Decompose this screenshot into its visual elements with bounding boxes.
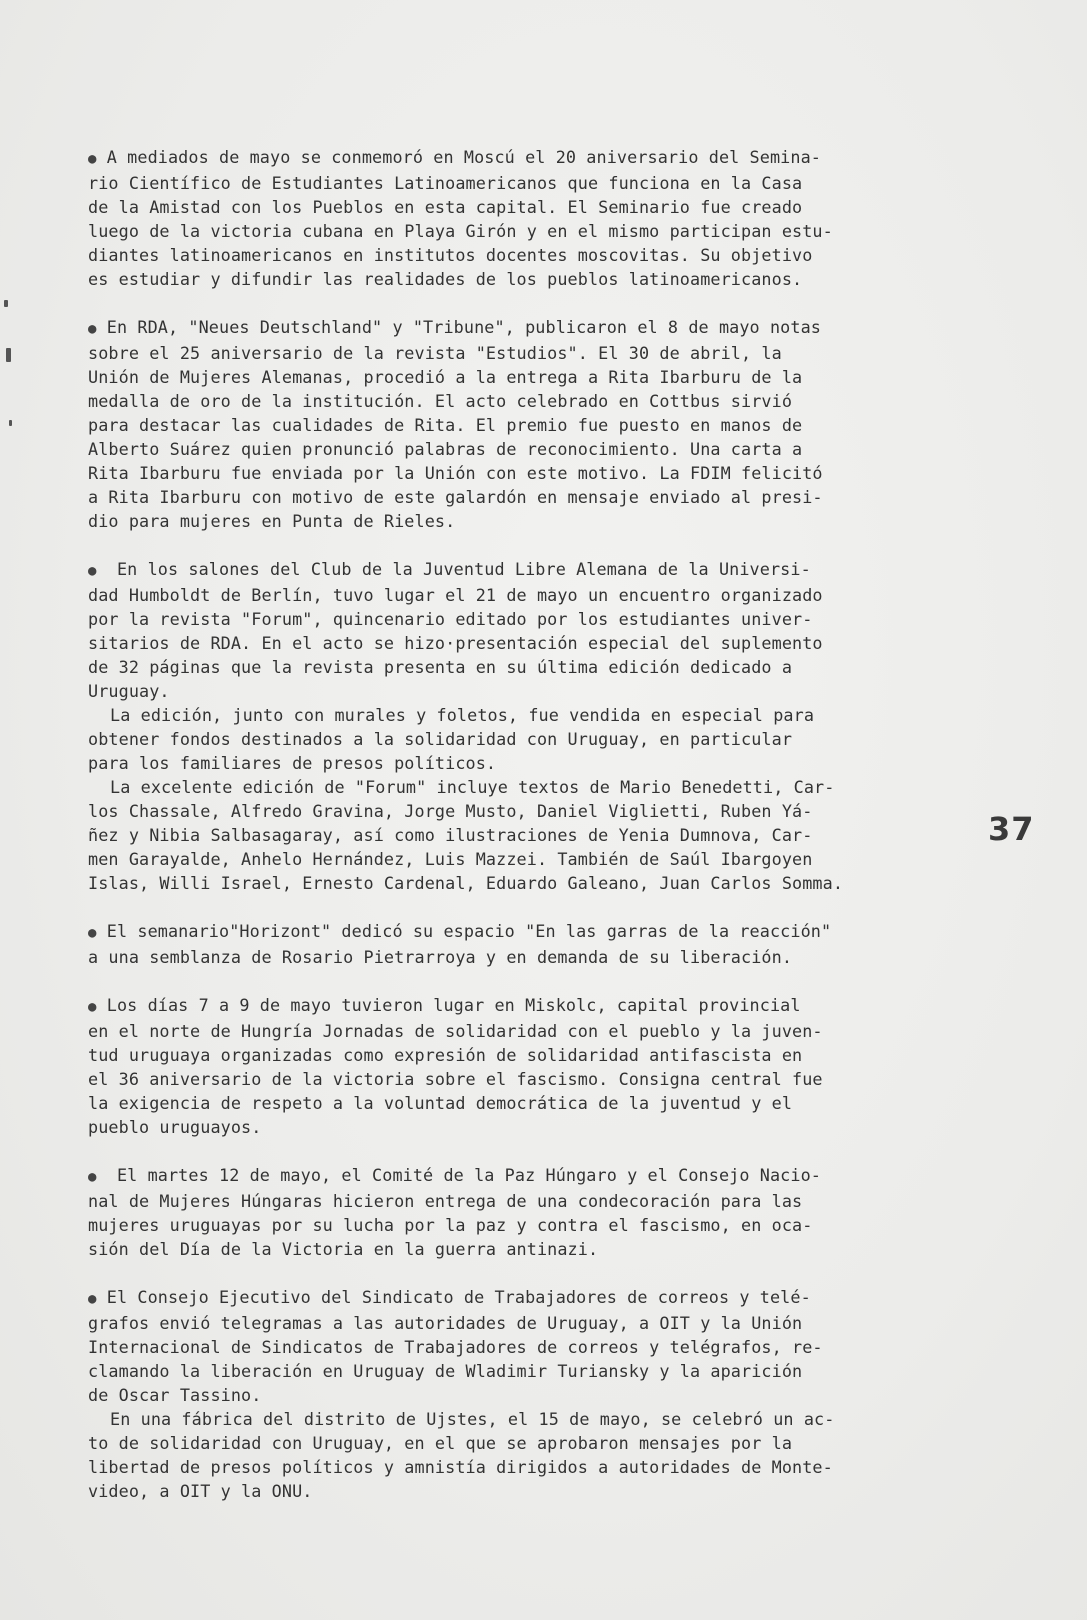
item-line: sitarios de RDA. En el acto se hizo·presentación especial del suplemento bbox=[88, 633, 823, 653]
line-text: A mediados de mayo se conmemoró en Moscú el 20 aniversario del Semina- bbox=[106, 147, 821, 167]
line-text: El Consejo Ejecutivo del Sindicato de Trabajadores de correos y telé- bbox=[106, 1287, 811, 1307]
item-line: a Rita Ibarburu con motivo de este galardón en mensaje enviado al presi- bbox=[88, 487, 823, 507]
item-line: mujeres uruguayas por su lucha por la paz y contra el fascismo, en oca- bbox=[88, 1215, 813, 1235]
page-number: 37 bbox=[988, 810, 1035, 848]
item-line: libertad de presos políticos y amnistía dirigidos a autoridades de Monte- bbox=[88, 1457, 833, 1477]
item-line: de 32 páginas que la revista presenta en su última edición dedicado a bbox=[88, 657, 793, 677]
line-text: El semanario"Horizont" dedicó su espacio "En las garras de la reacción" bbox=[106, 921, 832, 941]
item-line: Rita Ibarburu fue enviada por la Unión con este motivo. La FDIM felicitó bbox=[88, 463, 823, 483]
text-column bbox=[88, 145, 988, 1527]
item-line: diantes latinoamericanos en institutos docentes moscovitas. Su objetivo bbox=[88, 245, 813, 265]
item-line: a una semblanza de Rosario Pietrarroya y en demanda de su liberación. bbox=[88, 947, 793, 967]
line-text: En RDA, "Neues Deutschland" y "Tribune", publicaron el 8 de mayo notas bbox=[106, 317, 821, 337]
item-line: grafos envió telegramas a las autoridades de Uruguay, a OIT y la Unión bbox=[88, 1313, 803, 1333]
item-line: en el norte de Hungría Jornadas de solidaridad con el pueblo y la juven- bbox=[88, 1021, 823, 1041]
item-line: Uruguay. bbox=[88, 681, 170, 701]
line-text: Los días 7 a 9 de mayo tuvieron lugar en Miskolc, capital provincial bbox=[106, 995, 801, 1015]
news-item bbox=[88, 145, 988, 291]
scan-mark-3 bbox=[9, 420, 12, 426]
bullet-icon: ● bbox=[88, 321, 97, 337]
item-line: obtener fondos destinados a la solidaridad con Uruguay, en particular bbox=[88, 729, 793, 749]
item-line bbox=[88, 919, 988, 945]
item-line: tud uruguaya organizadas como expresión de solidaridad antifascista en bbox=[88, 1045, 803, 1065]
item-line: La excelente edición de "Forum" incluye textos de Mario Benedetti, Car- bbox=[110, 777, 835, 797]
item-line: medalla de oro de la institución. El acto celebrado en Cottbus sirvió bbox=[88, 391, 793, 411]
item-line bbox=[88, 145, 988, 171]
bullet-icon: ● bbox=[88, 1291, 97, 1307]
item-line: La edición, junto con murales y foletos, fue vendida en especial para bbox=[110, 705, 815, 725]
item-line: Unión de Mujeres Alemanas, procedió a la entrega a Rita Ibarburu de la bbox=[88, 367, 803, 387]
item-line: de la Amistad con los Pueblos en esta capital. El Seminario fue creado bbox=[88, 197, 803, 217]
item-line: Alberto Suárez quien pronunció palabras de reconocimiento. Una carta a bbox=[88, 439, 803, 459]
item-line: es estudiar y difundir las realidades de los pueblos latinoamericanos. bbox=[88, 269, 803, 289]
item-line: por la revista "Forum", quincenario editado por los estudiantes univer- bbox=[88, 609, 813, 629]
bullet-icon: ● bbox=[88, 151, 97, 167]
item-line: luego de la victoria cubana en Playa Girón y en el mismo participan estu- bbox=[88, 221, 833, 241]
item-line bbox=[88, 1163, 988, 1189]
item-line: los Chassale, Alfredo Gravina, Jorge Musto, Daniel Viglietti, Ruben Yá- bbox=[88, 801, 813, 821]
news-item bbox=[88, 557, 988, 895]
item-line: de Oscar Tassino. bbox=[88, 1385, 262, 1405]
line-text: El martes 12 de mayo, el Comité de la Paz Húngaro y el Consejo Nacio- bbox=[106, 1165, 821, 1185]
line-text: En los salones del Club de la Juventud Libre Alemana de la Universi- bbox=[106, 559, 811, 579]
item-line bbox=[88, 557, 988, 583]
item-line: nal de Mujeres Húngaras hicieron entrega de una condecoración para las bbox=[88, 1191, 803, 1211]
scan-mark-1 bbox=[4, 300, 8, 307]
item-line: Islas, Willi Israel, Ernesto Cardenal, Eduardo Galeano, Juan Carlos Somma. bbox=[88, 873, 844, 893]
item-line: pueblo uruguayos. bbox=[88, 1117, 262, 1137]
news-item bbox=[88, 919, 988, 969]
bullet-icon: ● bbox=[88, 563, 97, 579]
item-line: to de solidaridad con Uruguay, en el que se aprobaron mensajes por la bbox=[88, 1433, 793, 1453]
item-line: sión del Día de la Victoria en la guerra antinazi. bbox=[88, 1239, 599, 1259]
bullet-icon: ● bbox=[88, 1169, 97, 1185]
item-line: dad Humboldt de Berlín, tuvo lugar el 21 de mayo un encuentro organizado bbox=[88, 585, 823, 605]
item-line: Internacional de Sindicatos de Trabajadores de correos y telégrafos, re- bbox=[88, 1337, 823, 1357]
item-line: la exigencia de respeto a la voluntad democrática de la juventud y el bbox=[88, 1093, 793, 1113]
item-line bbox=[88, 993, 988, 1019]
bullet-icon: ● bbox=[88, 999, 97, 1015]
news-item bbox=[88, 315, 988, 533]
item-line: sobre el 25 aniversario de la revista "Estudios". El 30 de abril, la bbox=[88, 343, 782, 363]
item-line: men Garayalde, Anhelo Hernández, Luis Mazzei. También de Saúl Ibargoyen bbox=[88, 849, 813, 869]
item-line: el 36 aniversario de la victoria sobre el fascismo. Consigna central fue bbox=[88, 1069, 823, 1089]
item-line bbox=[88, 1285, 988, 1311]
news-item bbox=[88, 1285, 988, 1503]
item-line: ñez y Nibia Salbasagaray, así como ilustraciones de Yenia Dumnova, Car- bbox=[88, 825, 813, 845]
bullet-icon: ● bbox=[88, 925, 97, 941]
item-line: para los familiares de presos políticos. bbox=[88, 753, 497, 773]
item-line: clamando la liberación en Uruguay de Wladimir Turiansky y la aparición bbox=[88, 1361, 803, 1381]
item-line: dio para mujeres en Punta de Rieles. bbox=[88, 511, 456, 531]
item-line: video, a OIT y la ONU. bbox=[88, 1481, 313, 1501]
item-line bbox=[88, 315, 988, 341]
item-line: para destacar las cualidades de Rita. El premio fue puesto en manos de bbox=[88, 415, 803, 435]
news-item bbox=[88, 993, 988, 1139]
item-line: rio Científico de Estudiantes Latinoamericanos que funciona en la Casa bbox=[88, 173, 803, 193]
item-line: En una fábrica del distrito de Ujstes, el 15 de mayo, se celebró un ac- bbox=[110, 1409, 835, 1429]
news-item bbox=[88, 1163, 988, 1261]
scan-mark-2 bbox=[6, 348, 11, 362]
